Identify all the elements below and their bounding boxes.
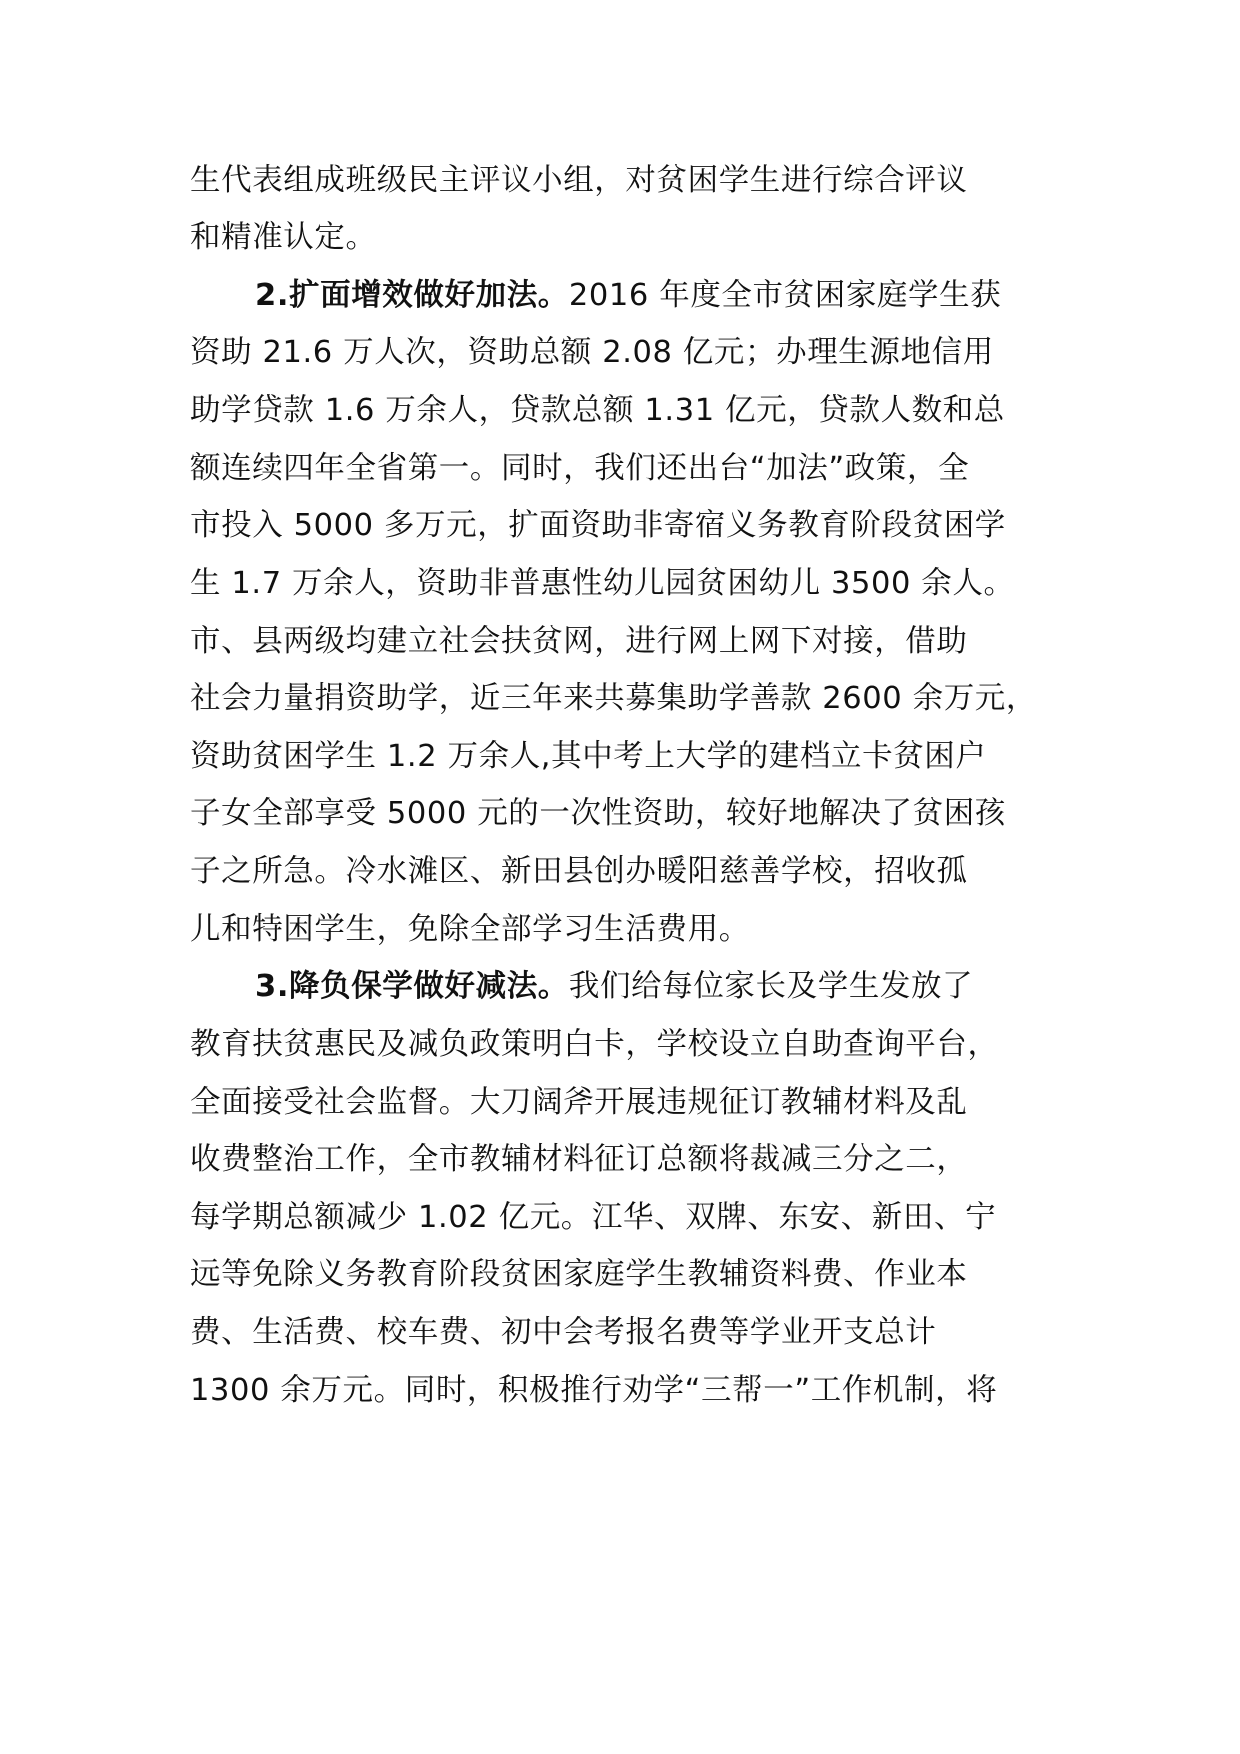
text-line: 资助 21.6 万人次，资助总额 2.08 亿元；办理生源地信用 bbox=[190, 335, 994, 370]
text-line: 子女全部享受 5000 元的一次性资助，较好地解决了贫困孩 bbox=[190, 796, 1006, 831]
text-line: 费、生活费、校车费、初中会考报名费等学业开支总计 bbox=[190, 1315, 937, 1350]
text-line: 助学贷款 1.6 万余人，贷款总额 1.31 亿元，贷款人数和总 bbox=[190, 393, 1005, 428]
text-line: 市投入 5000 多万元，扩面资助非寄宿义务教育阶段贫困学 bbox=[190, 508, 1006, 543]
text-line: 社会力量捐资助学，近三年来共募集助学善款 2600 余万元， bbox=[190, 681, 1038, 716]
text-line: 每学期总额减少 1.02 亿元。江华、双牌、东安、新田、宁 bbox=[190, 1200, 997, 1235]
text-line: 生代表组成班级民主评议小组，对贫困学生进行综合评议 bbox=[190, 163, 968, 198]
text-line: 和精准认定。 bbox=[190, 220, 377, 255]
text-line: 资助贫困学生 1.2 万余人,其中考上大学的建档立卡贫困户 bbox=[190, 739, 987, 774]
text-line: 教育扶贫惠民及减负政策明白卡，学校设立自助查询平台， bbox=[190, 1027, 999, 1062]
text-line: 全面接受社会监督。大刀阔斧开展违规征订教辅材料及乱 bbox=[190, 1085, 968, 1120]
text-line: 收费整治工作，全市教辅材料征订总额将裁减三分之二， bbox=[190, 1142, 968, 1177]
section-heading-3: 3.降负保学做好减法。 bbox=[255, 969, 569, 1004]
text-line: 1300 余万元。同时，积极推行劝学“三帮一”工作机制，将 bbox=[190, 1373, 998, 1408]
text-line: 儿和特困学生，免除全部学习生活费用。 bbox=[190, 912, 750, 947]
text-line: 额连续四年全省第一。同时，我们还出台“加法”政策，全 bbox=[190, 451, 970, 486]
text-line: 2.扩面增效做好加法。2016 年度全市贫困家庭学生获 bbox=[255, 278, 1002, 313]
text-line: 远等免除义务教育阶段贫困家庭学生教辅资料费、作业本 bbox=[190, 1257, 968, 1292]
text-line: 3.降负保学做好减法。我们给每位家长及学生发放了 bbox=[255, 969, 974, 1004]
text-line: 市、县两级均建立社会扶贫网，进行网上网下对接，借助 bbox=[190, 624, 968, 659]
section-heading-2: 2.扩面增效做好加法。 bbox=[255, 278, 569, 313]
text-line: 子之所急。冷水滩区、新田县创办暖阳慈善学校，招收孤 bbox=[190, 854, 968, 889]
text-line: 生 1.7 万余人，资助非普惠性幼儿园贫困幼儿 3500 余人。 bbox=[190, 566, 1015, 601]
